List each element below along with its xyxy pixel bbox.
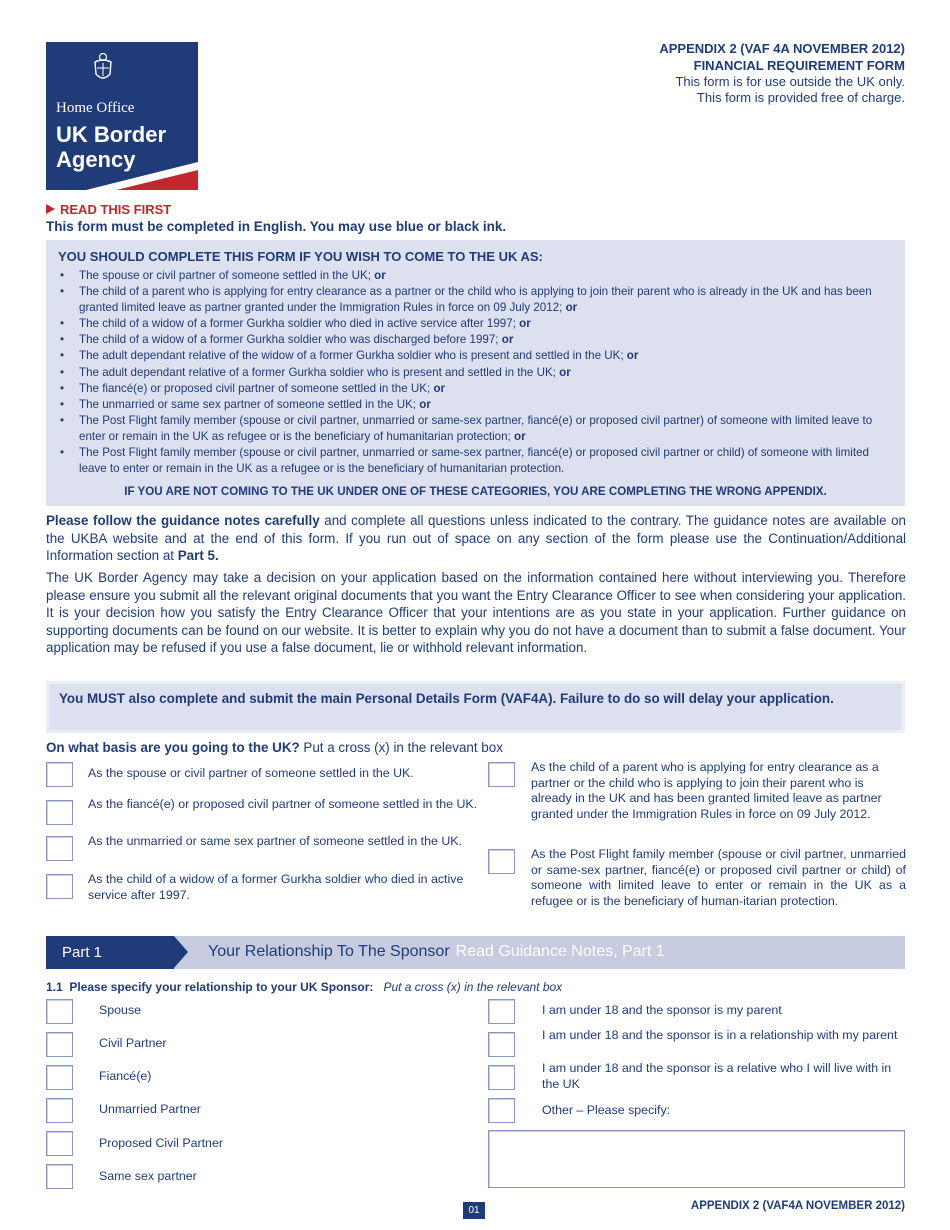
category-text: The child of a widow of a former Gurkha soldier who was discharged before 1997;	[79, 333, 502, 347]
category-or: or	[565, 301, 578, 315]
basis-instruction: Put a cross (x) in the relevant box	[299, 740, 503, 755]
category-text: The unmarried or same sex partner of someone settled in the UK;	[79, 397, 420, 411]
relationship-option-unmarried: Unmarried Partner	[99, 1102, 201, 1116]
question-text: Please specify your relationship to your UK Sponsor:	[69, 980, 374, 994]
category-or: or	[374, 269, 386, 282]
category-or: or	[501, 333, 514, 347]
category-item	[58, 332, 895, 348]
category-text: The fiancé(e) or proposed civil partner of someone settled in the UK;	[79, 381, 434, 395]
logo-home-office: Home Office	[56, 100, 135, 116]
relationship-checkbox-parent-partner[interactable]	[488, 1032, 515, 1057]
basis-checkbox-spouse[interactable]	[46, 762, 73, 787]
eligibility-categories-box	[46, 240, 905, 506]
category-text: The Post Flight family member (spouse or civil partner, unmarried or same-sex partner, fiancé(e) or proposed civil partner) of someone with limited leave to enter or remain in the UK as refugee or is the beneficiary of humanitarian protection;	[79, 413, 873, 443]
categories-list	[58, 268, 895, 477]
basis-option-spouse: As the spouse or civil partner of someone settled in the UK.	[88, 766, 414, 780]
uk-border-agency-logo	[46, 42, 198, 190]
basis-option-post-flight: As the Post Flight family member (spouse or civil partner, unmarried or same-sex partner, fiancé(e) or proposed civil partner or child) of someone with limited leave to enter or remain in the UK as a refugee or is the beneficiary of human-itarian protection.	[531, 847, 906, 908]
basis-option-unmarried: As the unmarried or same sex partner of someone settled in the UK.	[88, 834, 462, 848]
basis-question-text: On what basis are you going to the UK?	[46, 740, 300, 755]
relationship-option-same-sex: Same sex partner	[99, 1169, 197, 1183]
category-or: or	[433, 381, 446, 395]
wrong-appendix-warning: IF YOU ARE NOT COMING TO THE UK UNDER ONE OF THESE CATEGORIES, YOU ARE COMPLETING THE WRONG APPENDIX.	[124, 485, 827, 498]
category-item	[58, 284, 895, 316]
category-item	[58, 445, 895, 477]
relationship-checkbox-relative[interactable]	[488, 1065, 515, 1090]
basis-option-gurkha-child: As the child of a widow of a former Gurkha soldier who died in active service after 1997.	[88, 872, 464, 902]
part-1-header	[46, 936, 905, 969]
logo-agency-name	[56, 122, 166, 172]
free-note: This form is provided free of charge.	[696, 90, 905, 105]
relationship-option-other: Other – Please specify:	[542, 1103, 671, 1117]
must-complete-notice: You MUST also complete and submit the main Personal Details Form (VAF4A). Failure to do so will delay your application.	[46, 681, 905, 733]
category-item	[58, 365, 895, 381]
guidance-text: and complete all questions unless indicated to the contrary. The guidance notes are available on the UKBA website and at the end of this form. If you run out of space on any section of the form please use the Continuation/Additional Information section at	[46, 513, 906, 564]
part-arrow-icon	[174, 936, 188, 968]
relationship-checkbox-fiance[interactable]	[46, 1065, 73, 1090]
footer-appendix: APPENDIX 2 (VAF4A NOVEMBER 2012)	[690, 1200, 905, 1212]
category-item	[58, 381, 895, 397]
basis-option-child-of-partner: As the child of a parent who is applying for entry clearance as a partner or the child who is applying to join their parent who is already in the UK and has been granted limited leave as partner granted under the Immigration Rules in force on 09 July 2012.	[531, 760, 882, 821]
question-instruction: Put a cross (x) in the relevant box	[383, 980, 563, 994]
guidance-part-ref: Part 5.	[177, 548, 219, 564]
language-instruction: This form must be completed in English. You may use blue or black ink.	[46, 219, 507, 234]
part-1-title	[208, 943, 665, 961]
basis-checkbox-unmarried[interactable]	[46, 836, 73, 861]
category-or: or	[419, 397, 431, 411]
question-number: 1.1	[46, 980, 63, 994]
appendix-title: APPENDIX 2 (VAF 4A NOVEMBER 2012)	[659, 41, 905, 56]
relationship-checkbox-same-sex[interactable]	[46, 1164, 73, 1189]
guidance-paragraph	[46, 512, 906, 565]
basis-question	[46, 740, 503, 755]
basis-checkbox-fiance[interactable]	[46, 800, 73, 825]
relationship-option-proposed-civil: Proposed Civil Partner	[99, 1136, 223, 1150]
relationship-checkbox-spouse[interactable]	[46, 999, 73, 1024]
category-item	[58, 397, 895, 413]
category-or: or	[519, 317, 531, 331]
part-1-label: Part 1	[46, 936, 174, 969]
basis-checkbox-child-of-partner[interactable]	[488, 762, 515, 787]
relationship-option-fiance: Fiancé(e)	[99, 1069, 152, 1083]
category-item	[58, 348, 895, 364]
relationship-option-civil-partner: Civil Partner	[99, 1036, 167, 1050]
form-header	[485, 40, 905, 106]
part-1-title-text: Your Relationship To The Sponsor	[208, 943, 450, 960]
logo-line-uk-border: UK Border	[56, 122, 167, 147]
relationship-option-parent-partner: I am under 18 and the sponsor is in a relationship with my parent	[542, 1028, 898, 1042]
read-first-label: READ THIS FIRST	[60, 202, 172, 217]
royal-crest-icon	[90, 52, 116, 84]
relationship-checkbox-unmarried[interactable]	[46, 1098, 73, 1123]
basis-checkbox-gurkha-child[interactable]	[46, 874, 73, 899]
category-text: The child of a parent who is applying for entry clearance as a partner or the child who is applying to join their parent who is already in the UK and has been granted limited leave as partner granted under the Immigration Rules in force on 09 July 2012;	[79, 285, 872, 315]
category-text: The Post Flight family member (spouse or civil partner, unmarried or same-sex partner, fiancé(e) or proposed civil partner or child) of someone with limited leave to enter or remain in the UK as a refugee or is the beneficiary of humanitarian protection.	[79, 446, 869, 476]
question-1-1	[46, 980, 562, 994]
category-or: or	[559, 365, 571, 379]
form-name: FINANCIAL REQUIREMENT FORM	[693, 58, 905, 73]
category-item	[58, 413, 895, 445]
logo-line-agency: Agency	[56, 147, 136, 172]
basis-checkbox-post-flight[interactable]	[488, 849, 515, 874]
other-specify-field[interactable]	[488, 1130, 905, 1188]
relationship-checkbox-other[interactable]	[488, 1098, 515, 1123]
usage-note: This form is for use outside the UK only.	[675, 74, 905, 89]
category-or: or	[626, 349, 639, 363]
category-text: The spouse or civil partner of someone settled in the UK;	[79, 269, 375, 282]
relationship-option-relative: I am under 18 and the sponsor is a relative who I will live with in the UK	[542, 1061, 892, 1091]
categories-title: YOU SHOULD COMPLETE THIS FORM IF YOU WISH TO COME TO THE UK AS:	[58, 249, 543, 264]
relationship-checkbox-proposed-civil[interactable]	[46, 1131, 73, 1156]
part-1-guidance: Read Guidance Notes, Part 1	[455, 943, 665, 960]
category-item	[58, 268, 895, 284]
triangle-pointer-icon	[46, 204, 55, 214]
category-text: The adult dependant relative of the widow of a former Gurkha soldier who is present and settled in the UK;	[79, 349, 627, 363]
category-item	[58, 316, 895, 332]
relationship-checkbox-civil-partner[interactable]	[46, 1032, 73, 1057]
relationship-checkbox-parent[interactable]	[488, 999, 515, 1024]
decision-paragraph: The UK Border Agency may take a decision on your application based on the information contained here without interviewing you. Therefore please ensure you submit all the relevant original documents that you want the Entry Clearance Officer to see when considering your application. It is your decision how you satisfy the Entry Clearance Officer that your intentions are as you state in your application. Further guidance on supporting documents can be found on our website. It is better to explain why you do not have a document than to submit a false document. Your application may be refused if you use a false document, lie or withhold relevant information.	[46, 570, 906, 656]
page-number: 01	[463, 1202, 485, 1219]
relationship-option-spouse: Spouse	[99, 1003, 142, 1017]
basis-option-fiance: As the fiancé(e) or proposed civil partner of someone settled in the UK.	[88, 797, 478, 811]
category-or: or	[514, 429, 526, 443]
relationship-option-parent: I am under 18 and the sponsor is my parent	[542, 1003, 782, 1017]
guidance-bold: Please follow the guidance notes carefully	[46, 513, 320, 528]
category-text: The child of a widow of a former Gurkha soldier who died in active service after 1997;	[79, 317, 520, 331]
category-text: The adult dependant relative of a former Gurkha soldier who is present and settled in the UK;	[79, 365, 560, 379]
read-this-first	[46, 202, 171, 217]
